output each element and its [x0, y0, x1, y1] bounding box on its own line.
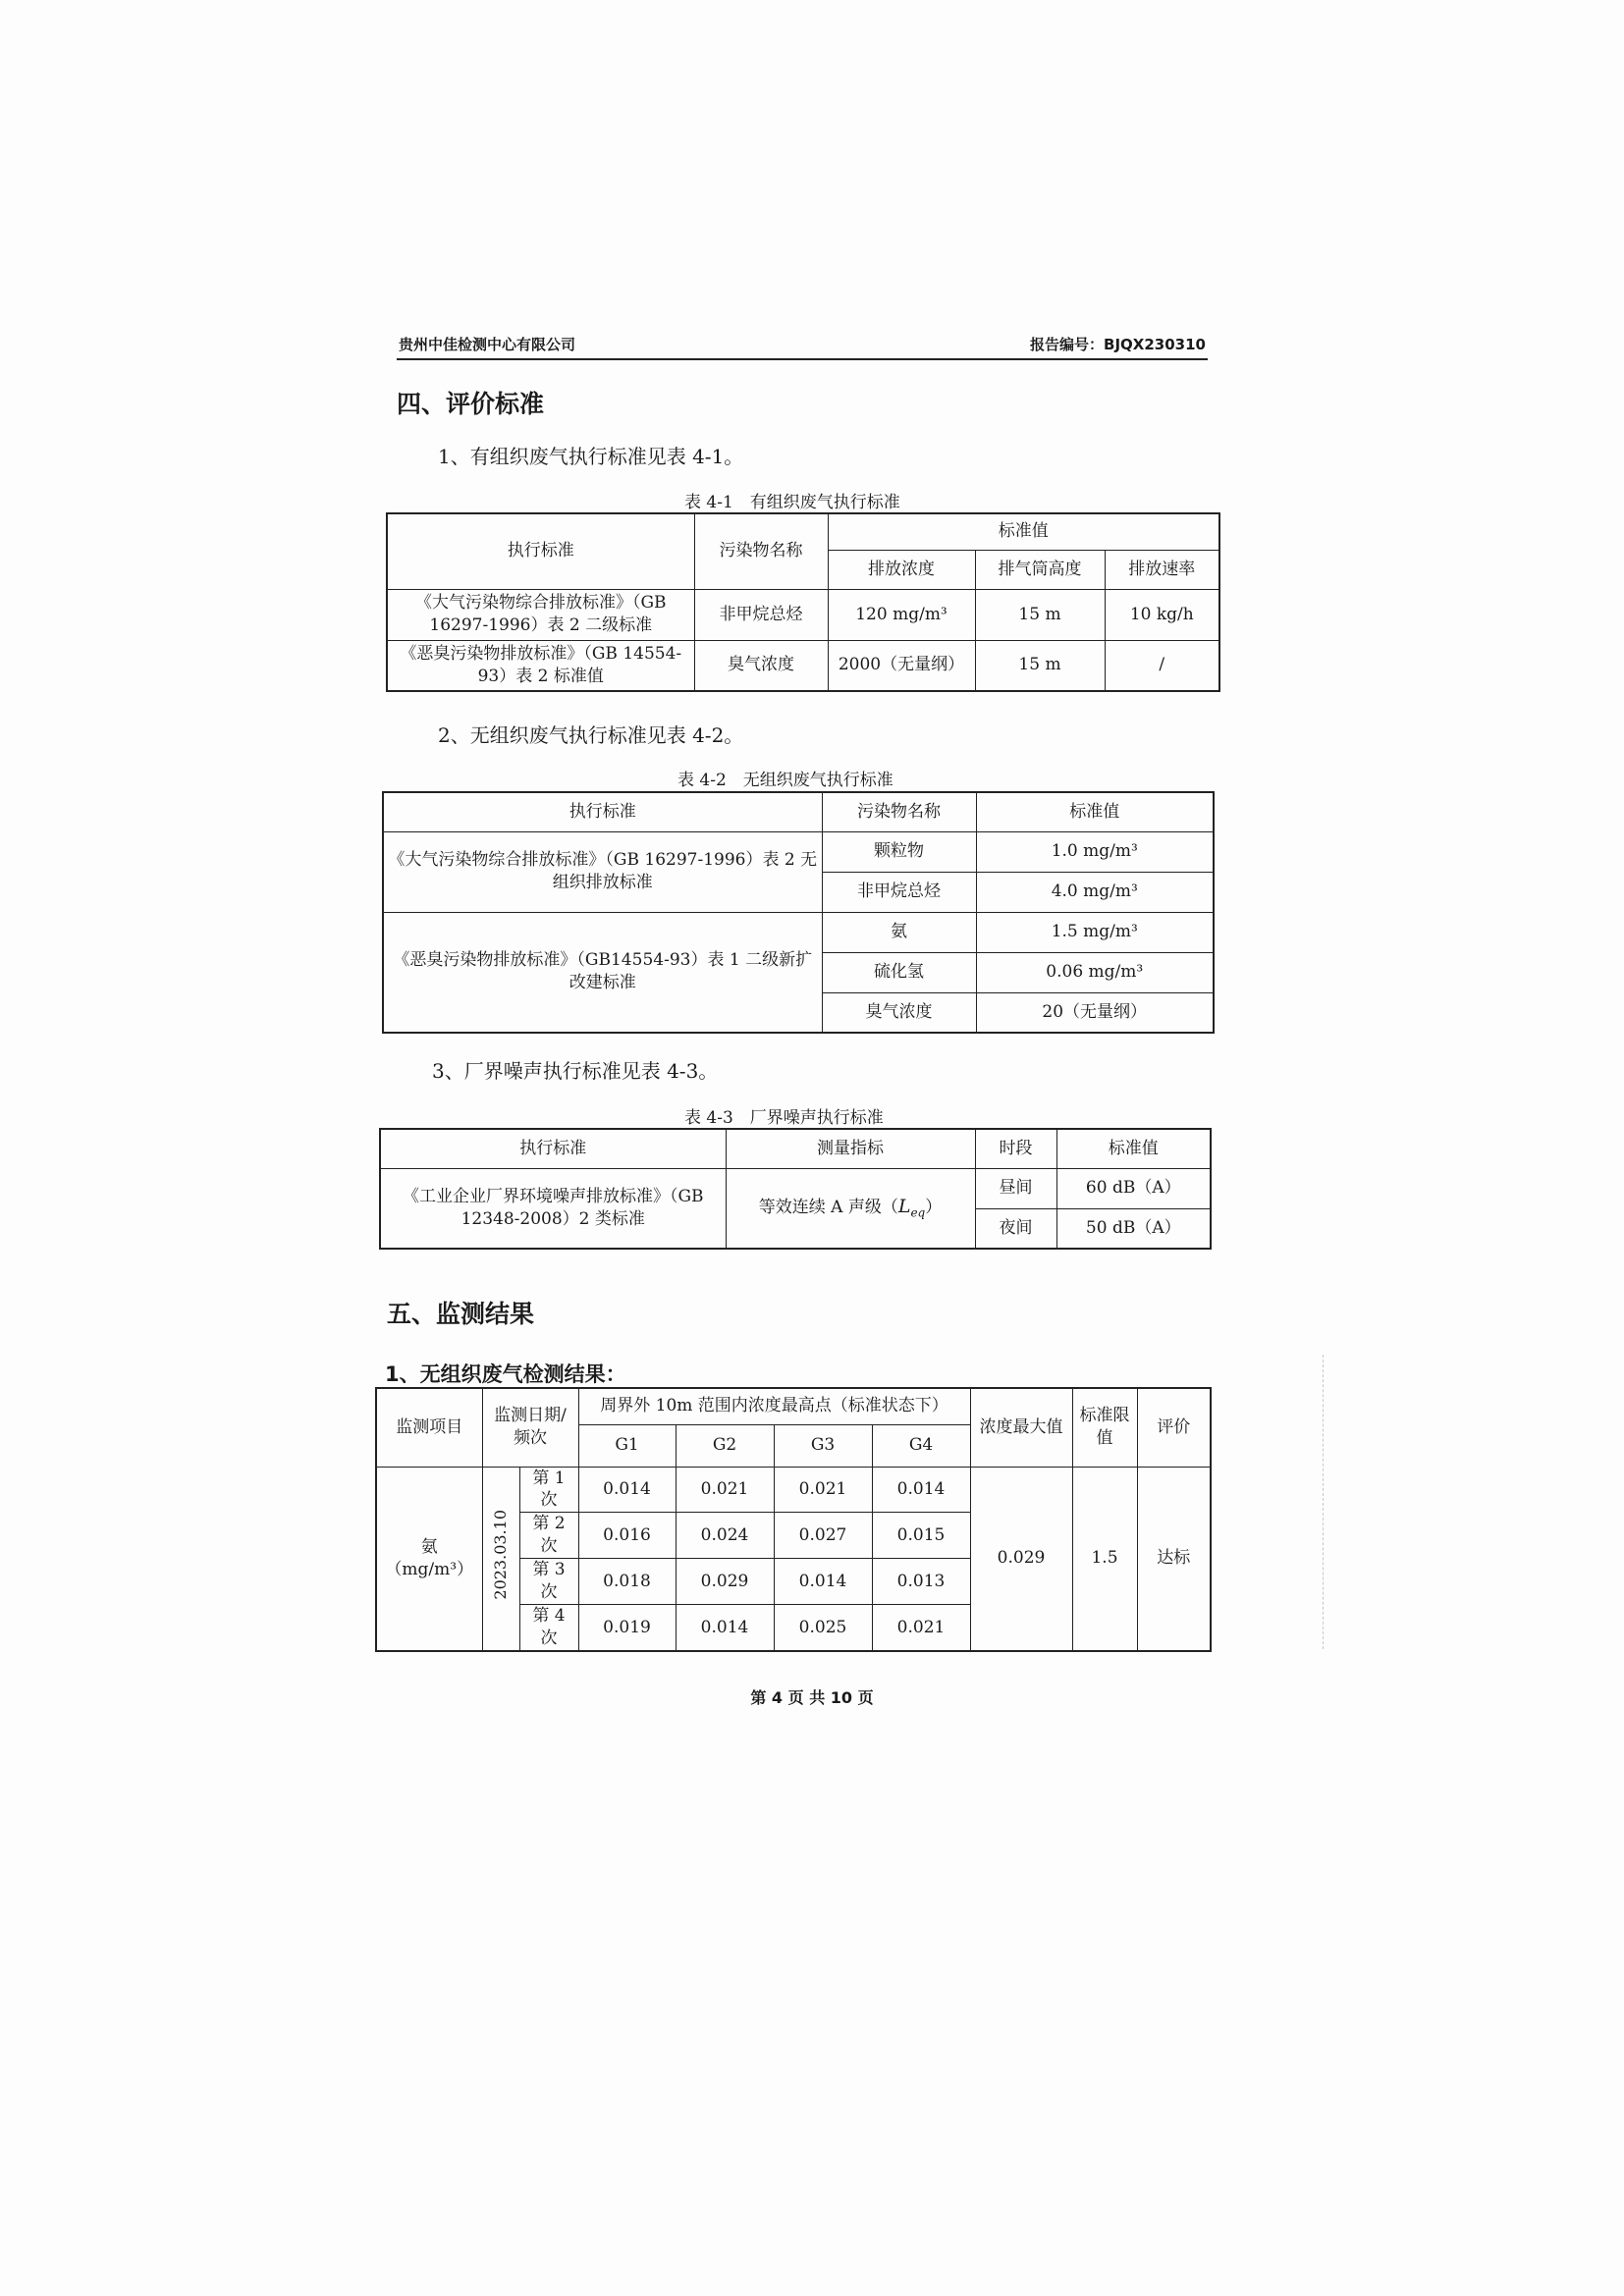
table-cell: 1.5 [1072, 1467, 1137, 1651]
header-cell: 排放速率 [1105, 550, 1219, 589]
table-cell: 0.06 mg/m³ [976, 952, 1214, 992]
table-cell: 0.029 [970, 1467, 1072, 1651]
table-cell: 夜间 [975, 1208, 1056, 1249]
header-cell: 监测日期/频次 [482, 1388, 578, 1467]
table-caption: 表 4-1 有组织废气执行标准 [684, 493, 900, 512]
table-row [383, 831, 1214, 872]
subsection-title: 1、无组织废气检测结果： [385, 1362, 626, 1386]
table-cell: 臭气浓度 [694, 640, 828, 691]
table-cell: 《大气污染物综合排放标准》（GB 16297-1996）表 2 二级标准 [387, 589, 694, 640]
table-cell: 等效连续 A 声级$(L_{eq})$ [726, 1168, 975, 1249]
header-cell: 执行标准 [387, 513, 694, 589]
header-cell: 执行标准 [383, 792, 822, 831]
table-cell: 第 1 次 [519, 1467, 578, 1513]
table-cell: 非甲烷总烃 [822, 872, 976, 912]
symbol-l: L [897, 1196, 911, 1218]
table-row [383, 912, 1214, 952]
table-cell: 臭气浓度 [822, 992, 976, 1033]
table-cell: 0.025 [774, 1605, 872, 1651]
item-name: 氨 [420, 1536, 438, 1557]
table-cell: 0.014 [578, 1467, 676, 1513]
scan-margin-line [1323, 1355, 1324, 1649]
table-cell: 120 mg/m³ [828, 589, 975, 640]
table-caption: 表 4-3 厂界噪声执行标准 [684, 1108, 884, 1128]
item-unit: （mg/m³） [385, 1559, 474, 1579]
table-cell: 达标 [1137, 1467, 1211, 1651]
table-cell: 硫化氢 [822, 952, 976, 992]
table-cell: 0.027 [774, 1513, 872, 1559]
paragraph: 2、无组织废气执行标准见表 4-2。 [438, 723, 744, 747]
table-cell: 颗粒物 [822, 831, 976, 872]
section-title: 四、评价标准 [397, 390, 545, 418]
table-cell: 1.0 mg/m³ [976, 831, 1214, 872]
header-cell: 执行标准 [380, 1129, 726, 1168]
header-cell: 浓度最大值 [970, 1388, 1072, 1467]
table-row [387, 589, 1219, 640]
table-cell: 15 m [975, 589, 1105, 640]
table-4-1 [386, 512, 1220, 692]
table-cell: 0.029 [676, 1559, 774, 1605]
table-cell: 《工业企业厂界环境噪声排放标准》（GB 12348-2008）2 类标准 [380, 1168, 726, 1249]
table-cell: 0.014 [676, 1605, 774, 1651]
header-cell: 监测项目 [376, 1388, 482, 1467]
monitor-date: 2023.03.10 [491, 1510, 511, 1601]
header-cell: 测量指标 [726, 1129, 975, 1168]
table-cell: 10 kg/h [1105, 589, 1219, 640]
header-cell: G4 [872, 1424, 970, 1467]
table-caption: 表 4-2 无组织废气执行标准 [677, 771, 893, 790]
table-cell: 《恶臭污染物排放标准》（GB 14554-93）表 2 标准值 [387, 640, 694, 691]
table-cell: 60 dB（A） [1056, 1168, 1211, 1208]
page-header [397, 331, 1208, 360]
table-cell: 0.014 [774, 1559, 872, 1605]
table-cell: 1.5 mg/m³ [976, 912, 1214, 952]
table-cell: 0.016 [578, 1513, 676, 1559]
table-cell: 20（无量纲） [976, 992, 1214, 1033]
company-name: 贵州中佳检测中心有限公司 [399, 336, 576, 353]
table-4-3 [379, 1128, 1212, 1250]
table-cell: 0.014 [872, 1467, 970, 1513]
table-cell: 4.0 mg/m³ [976, 872, 1214, 912]
table-cell: 0.021 [872, 1605, 970, 1651]
symbol-sub: eq [910, 1205, 926, 1220]
table-cell: 《恶臭污染物排放标准》（GB14554-93）表 1 二级新扩改建标准 [383, 912, 822, 1033]
table-cell: 2000（无量纲） [828, 640, 975, 691]
table-cell: 0.013 [872, 1559, 970, 1605]
header-cell: G2 [676, 1424, 774, 1467]
table-cell: 0.021 [676, 1467, 774, 1513]
header-cell: 周界外 10m 范围内浓度最高点（标准状态下） [578, 1388, 970, 1424]
header-cell: 污染物名称 [822, 792, 976, 831]
table-cell: 15 m [975, 640, 1105, 691]
header-cell: 评价 [1137, 1388, 1211, 1467]
table-cell [482, 1467, 519, 1651]
table-cell: 0.024 [676, 1513, 774, 1559]
header-cell: 标准值 [976, 792, 1214, 831]
header-cell: G1 [578, 1424, 676, 1467]
table-cell: 第 2 次 [519, 1513, 578, 1559]
table-cell: 0.021 [774, 1467, 872, 1513]
section-title: 五、监测结果 [387, 1300, 535, 1328]
paragraph: 1、有组织废气执行标准见表 4-1。 [438, 445, 744, 468]
table-row [380, 1168, 1211, 1208]
table-cell: 0.019 [578, 1605, 676, 1651]
table-cell: 非甲烷总烃 [694, 589, 828, 640]
header-cell: 排放浓度 [828, 550, 975, 589]
header-cell: 污染物名称 [694, 513, 828, 589]
header-cell: G3 [774, 1424, 872, 1467]
header-cell: 排气筒高度 [975, 550, 1105, 589]
table-cell: 第 4 次 [519, 1605, 578, 1651]
table-row [387, 640, 1219, 691]
table-cell: 0.018 [578, 1559, 676, 1605]
header-cell: 标准值 [1056, 1129, 1211, 1168]
table-cell: 昼间 [975, 1168, 1056, 1208]
table-cell [376, 1467, 482, 1651]
header-cell: 标准限值 [1072, 1388, 1137, 1467]
table-cell: 《大气污染物综合排放标准》（GB 16297-1996）表 2 无组织排放标准 [383, 831, 822, 912]
table-4-2 [382, 791, 1215, 1034]
table-monitoring-results [375, 1387, 1212, 1652]
table-cell: 第 3 次 [519, 1559, 578, 1605]
header-cell: 时段 [975, 1129, 1056, 1168]
table-cell: / [1105, 640, 1219, 691]
table-cell: 氨 [822, 912, 976, 952]
table-cell: 50 dB（A） [1056, 1208, 1211, 1249]
paragraph: 3、厂界噪声执行标准见表 4-3。 [432, 1059, 719, 1083]
header-cell: 标准值 [828, 513, 1219, 550]
report-number: 报告编号：BJQX230310 [1030, 336, 1206, 353]
page-number: 第 4 页 共 10 页 [750, 1688, 874, 1707]
table-cell: 0.015 [872, 1513, 970, 1559]
table-row [376, 1467, 1211, 1513]
